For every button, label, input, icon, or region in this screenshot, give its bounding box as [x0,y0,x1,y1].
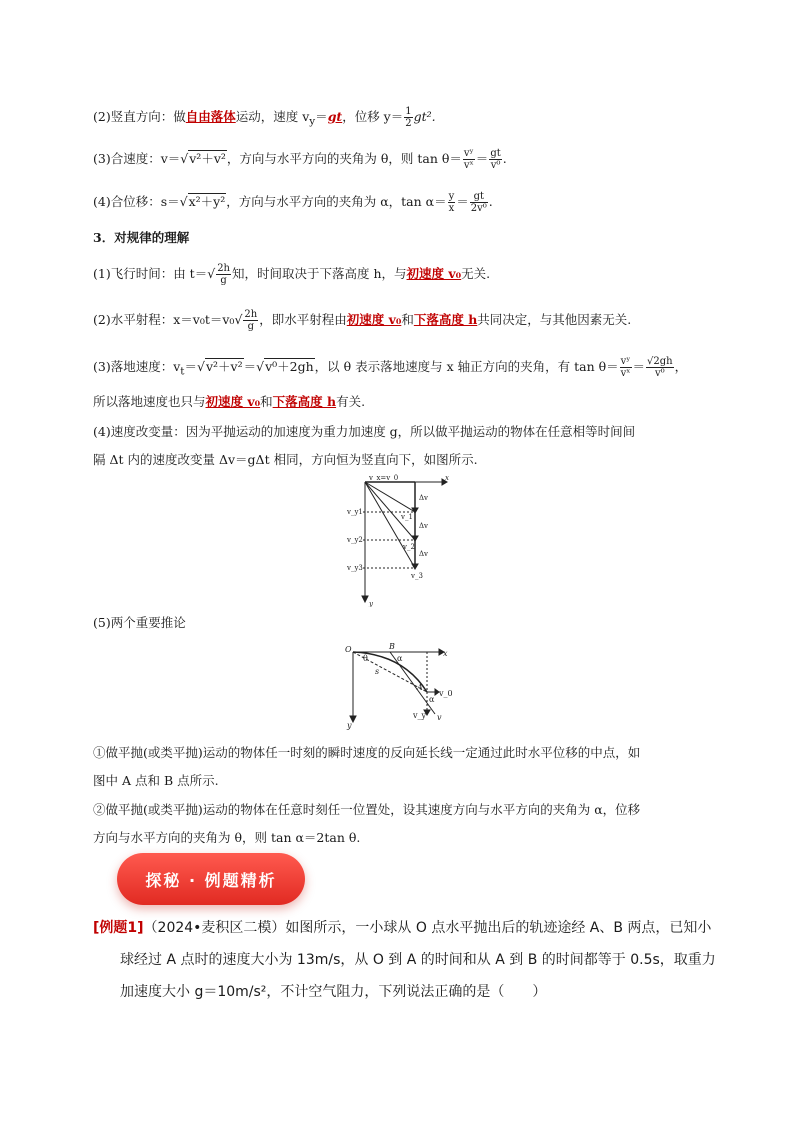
svg-text:v_y1: v_y1 [347,508,363,516]
svg-text:y: y [369,600,373,607]
answer-blank: 初速度 v₀ [346,312,402,327]
corollary-1-l1: ①做平抛(或类平抛)运动的物体任一时刻的瞬时速度的反向延长线一定通过此时水平位移的中点，如 [93,745,641,760]
svg-text:α: α [397,654,403,663]
formula-displacement: (4)合位移：s＝√x²＋y²，方向与水平方向的夹角为 α，tan α＝ $\frac{y}{x}$ ＝ $\frac{gt}{\text{2v⁰}}$ . [93,191,493,214]
corollary-2-l1: ②做平抛(或类平抛)运动的物体在任意时刻任一位置处，设其速度方向与水平方向的夹角为 α，位移 [93,802,641,817]
example-question: [例题1]（2024•麦积区二模）如图所示，一小球从 O 点水平抛出后的轨迹途经 A、B 两点，已知小 球经过 A 点时的速度大小为 13m/s，从 O 到 A 的时间和从 A 到 B 的时间都等于 0.5s，取重力 加速度大小 g＝10m/s²，不计空气阻力，下列说法正确的是（ ） [93,920,716,1000]
rule-flight-time: (1)飞行时间：由 t＝√ $\frac{2h}{g}$ 知，时间取决于下落高度 h，与初速度 v₀无关. [93,263,491,286]
svg-text:v: v [437,713,442,722]
rule-landing-velocity: (3)落地速度：$v_t=√v^2+v^2=√v^0+2gh$，以 θ 表示落地速度与 x 轴正方向的夹角，有 tan θ＝ $\frac{\text{vʸ}}{\text{vˣ}}$ ＝ $\frac{√2gh}{\text{v⁰}}$ ， [93,356,688,379]
svg-text:Δv: Δv [419,522,429,530]
svg-text:s: s [375,667,380,676]
answer-blank: 下落高度 h [272,394,337,409]
fig1-vx-label: v_x=v_0 [369,474,399,482]
svg-text:v_3: v_3 [411,572,423,580]
svg-text:θ: θ [363,654,368,663]
corollary-figure [343,640,453,730]
rule-landing-velocity-cont: 所以落地速度也只与初速度 v₀和下落高度 h有关. [93,394,366,409]
section-banner: 探秘 · 例题精析 [117,853,305,905]
answer-blank: 自由落体 [185,109,236,124]
svg-text:v_y3: v_y3 [347,564,363,572]
svg-text:O: O [345,645,352,654]
answer-blank: 初速度 v₀ [205,394,261,409]
section-heading: 3．对规律的理解 [93,230,190,245]
example-tag: [例题1] [93,920,144,936]
svg-text:v_1: v_1 [401,513,413,521]
formula-velocity: (3)合速度：v＝√v²＋v²，方向与水平方向的夹角为 θ，则 tan θ＝ $\frac{\text{vʸ}}{\text{vˣ}}$ ＝ $\frac{gt}{\text{v⁰}}$ . [93,148,507,171]
svg-text:Δv: Δv [419,494,429,502]
svg-text:α: α [429,695,435,704]
rule-two-corollaries: (5)两个重要推论 [93,615,186,630]
svg-text:A: A [417,683,423,692]
answer-blank: 初速度 v₀ [406,266,462,281]
rule-velocity-change-l1: (4)速度改变量：因为平抛运动的加速度为重力加速度 g，所以做平抛运动的物体在任意相等时间间 [93,424,636,439]
svg-text:B: B [389,642,395,651]
svg-text:Δv: Δv [419,550,429,558]
svg-text:v_0: v_0 [439,689,453,698]
svg-text:x: x [445,474,449,482]
corollary-2-l2: 方向与水平方向的夹角为 θ，则 tan α＝2tan θ. [93,830,361,845]
rule-velocity-change-l2: 隔 Δt 内的速度改变量 Δv＝gΔt 相同，方向恒为竖直向下，如图所示. [93,452,478,467]
answer-blank: 下落高度 h [413,312,478,327]
svg-text:x: x [443,649,448,658]
svg-text:y: y [347,721,352,730]
answer-blank: gt [327,109,343,124]
velocity-change-figure [345,472,455,607]
svg-text:v_y2: v_y2 [347,536,363,544]
formula-vertical: (2)竖直方向：做自由落体运动，速度 $v_y=gt$，位移 y＝ $\frac{1}{2}$ gt². [93,106,436,129]
svg-text:v_2: v_2 [403,543,415,551]
svg-text:v_y: v_y [413,711,427,720]
rule-range: (2)水平射程：x＝v₀t＝v₀√ $\frac{2h}{g}$ ，即水平射程由初速度 v₀和下落高度 h共同决定，与其他因素无关. [93,309,632,332]
corollary-1-l2: 图中 A 点和 B 点所示. [93,773,219,788]
